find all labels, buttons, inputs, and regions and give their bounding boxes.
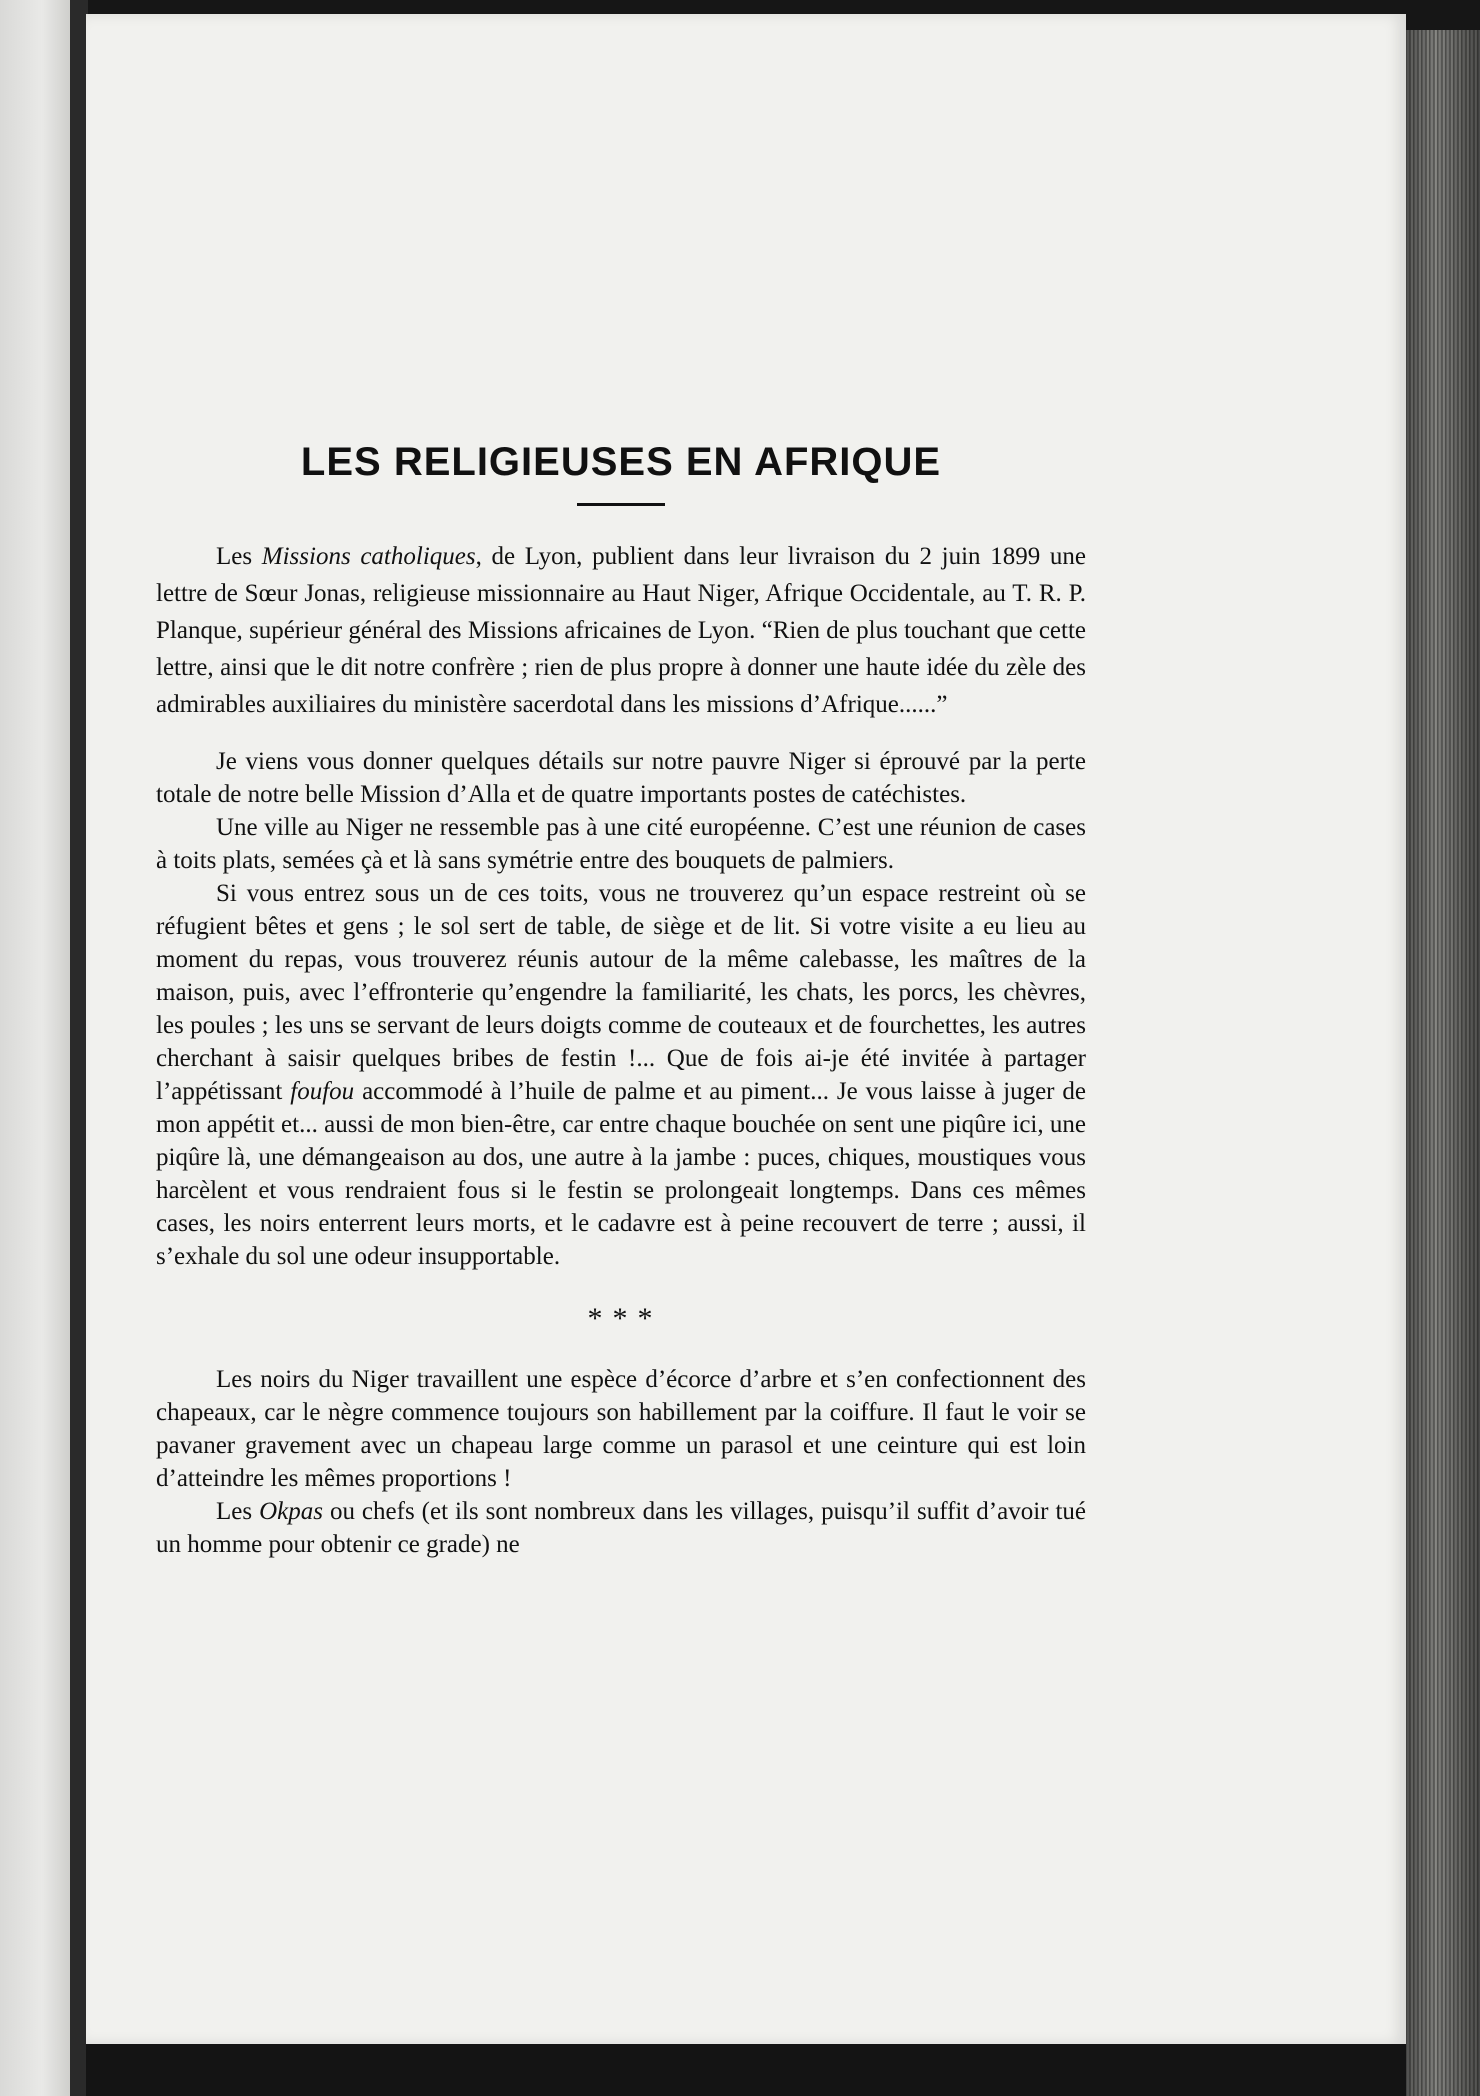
scan-bottom-border [86, 2044, 1406, 2096]
foufou-term: foufou [290, 1078, 355, 1105]
paragraph-huts [156, 877, 1086, 1273]
okpas-term: Okpas [259, 1498, 323, 1525]
article-title: LES RELIGIEUSES EN AFRIQUE [300, 440, 942, 484]
paragraph-city: Une ville au Niger ne ressemble pas à une cité européenne. C’est une réunion de cases à toits plats, semées çà et là sans symétrie entre des bouquets de palmiers. [156, 814, 1086, 874]
paragraph-okpas-end: ou chefs (et ils sont nombreux dans les villages, puisqu’il suffit d’avoir tué un homme pour obtenir ce grade) ne [156, 1498, 1086, 1558]
publication-name: Missions catholiques [261, 543, 476, 570]
page-content [156, 440, 1086, 1561]
section-asterism: * * * [587, 1302, 655, 1335]
paragraph-huts-end: accommodé à l’huile de palme et au piment... Je vous laisse à juger de mon appétit et... aussi de mon bien-être, car entre chaque bouchée on sent une piqûre ici, une piqûre là, une démangeaison au dos, une autre à la jambe : puces, chiques, moustiques vous harcèlent et vous rendraient fous si le festin se prolongeait longtemps. Dans ces mêmes cases, les noirs enterrent leurs morts, et le cadavre est à peine recouvert de terre ; aussi, il s’exhale du sol une odeur insupportable. [156, 1078, 1087, 1270]
page-edges-shadow [1406, 30, 1480, 2096]
title-rule [577, 503, 665, 506]
paragraph-niger: Je viens vous donner quelques détails sur notre pauvre Niger si éprouvé par la perte totale de notre belle Mission d’Alla et de quatre importants postes de catéchistes. [156, 748, 1086, 808]
paragraph-hats: Les noirs du Niger travaillent une espèce d’écorce d’arbre et s’en confectionnent des chapeaux, car le nègre commence toujours son habillement par la coiffure. Il faut le voir se pavaner gravement avec un chapeau large comme un parasol et une ceinture qui est loin d’atteindre les mêmes proportions ! [156, 1366, 1086, 1492]
facing-page-margin [0, 0, 70, 2096]
paragraph-okpas [156, 1495, 1086, 1561]
intro-text-start: Les [216, 543, 262, 570]
intro-paragraph [156, 538, 1086, 723]
paragraph-huts-start: Si vous entrez sous un de ces toits, vous ne trouverez qu’un espace restreint où se réfugient bêtes et gens ; le sol sert de table, de siège et de lit. Si votre visite a eu lieu au moment du repas, vous trouverez réunis autour de la même calebasse, les maîtres de la maison, puis, avec l’effronterie qu’engendre la familiarité, les chats, les porcs, les chèvres, les poules ; les uns se servant de leurs doigts comme de couteaux et de fourchettes, les autres cherchant à saisir quelques bribes de festin !... Que de fois ai-je été invitée à partager l’appétissant [156, 880, 1086, 1105]
paragraph-okpas-start: Les [216, 1498, 260, 1525]
intro-text-rest: , de Lyon, publient dans leur livraison du 2 juin 1899 une lettre de Sœur Jonas, religieuse missionnaire au Haut Niger, Afrique Occidentale, au T. R. P. Planque, supérieur général des Missions africaines de Lyon. “Rien de plus touchant que cette lettre, ainsi que le dit notre confrère ; rien de plus propre à donner une haute idée du zèle des admirables auxiliaires du ministère sacerdotal dans les missions d’Afrique......” [156, 543, 1086, 718]
